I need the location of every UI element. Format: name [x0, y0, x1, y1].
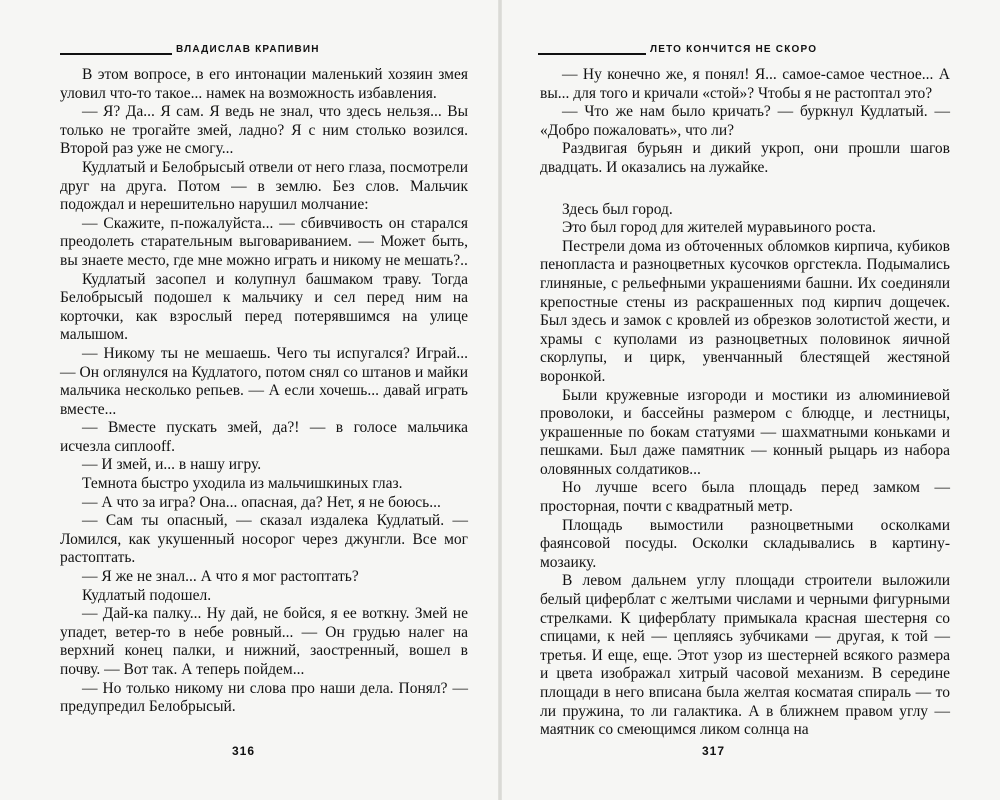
running-head-rule: [538, 53, 646, 55]
paragraph: Кудлатый подошел.: [82, 586, 212, 604]
book-title: ЛЕТО КОНЧИТСЯ НЕ СКОРО: [650, 44, 818, 55]
paragraph: В левом дальнем углу площади строители выложили белый циферблат с желтыми числами и черными фигурными стрелками. К циферблату примыкала красная шестерня со спицами, к ней — цепляясь зубчиками — другая, к той — третья. И еще, еще. Этот узор из шестерней всякого размера и цвета изображал хитрый часовой механизм. В середине площади в него вписана была желтая косматая спираль — то ли пружина, то ли галактика. А в ближнем правом углу — маятник со смеющимся ликом солнца на: [540, 572, 950, 739]
paragraph: Кудлатый и Белобрысый отвели от него глаза, посмотрели друг на друга. Потом — в землю. Без слов. Мальчик подождал и нерешительно нарушил молчание:: [60, 158, 468, 214]
paragraph: Темнота быстро уходила из мальчишкиных глаз.: [82, 475, 403, 493]
paragraph: — Но только никому ни слова про наши дела. Понял? — предупредил Белобрысый.: [60, 679, 468, 716]
paragraph: — Ну конечно же, я понял! Я... самое-самое честное... А вы... для того и кричали «стой»? Чтобы я не растоптал это?: [540, 66, 950, 102]
page-number: 316: [232, 744, 256, 758]
left-running-head: [60, 44, 468, 56]
paragraph: — А что за игра? Она... опасная, да? Нет, я не боюсь...: [82, 493, 441, 511]
paragraph: — Сам ты опасный, — сказал издалека Кудлатый. — Ломился, как укушенный носорог через джунгли. Все мог растоптать.: [60, 512, 468, 567]
paragraph: Это был город для жителей муравьиного роста.: [562, 219, 876, 237]
right-page: [502, 0, 1000, 800]
paragraph: — Никому ты не мешаешь. Чего ты испугался? Играй... — Он оглянулся на Кудлатого, потом снял со штанов и майки мальчика несколько репьев. — А если хочешь... давай играть вместе...: [60, 344, 468, 418]
paragraph: — Я? Да... Я сам. Я ведь не знал, что здесь нельзя... Вы только не трогайте змей, ладно? Я с ним столько возился. Второй раз уже не смогу...: [60, 103, 468, 158]
paragraph: — Вместе пускать змей, да?! — в голосе мальчика исчезла сиплоoff.: [60, 419, 468, 455]
paragraph: В этом вопросе, в его интонации маленький хозяин змея уловил что-то такое... намек на возможность избавления.: [60, 66, 468, 102]
author-name: ВЛАДИСЛАВ КРАПИВИН: [176, 44, 320, 55]
running-head-rule: [60, 53, 172, 55]
paragraph: Были кружевные изгороди и мостики из алюминиевой проволоки, и бассейны размером с блюдце, и лестницы, украшенные по бокам статуями — шахматными коньками и пешками. Был даже памятник — конный рыцарь из набора оловянных солдатиков...: [540, 386, 950, 478]
page-number: 317: [702, 744, 726, 758]
paragraph: Пестрели дома из обточенных обломков кирпича, кубиков пенопласта и разноцветных кусочков оргстекла. Подымались глиняные, с рельефными украшениями башни. Их соединяли крепостные стены из раскрашенных под кирпич дощечек. Был здесь и замок с кровлей из обрезков золотистой жести, и храмы с куполами из разноцветных половинок яичной скорлупы, и цирк, увенчанный блестящей жестяной воронкой.: [540, 237, 950, 385]
paragraph: — Я же не знал... А что я мог растоптать?: [82, 568, 359, 586]
left-page-text: [60, 66, 468, 717]
right-running-head: [538, 44, 950, 56]
paragraph: Здесь был город.: [562, 200, 673, 218]
paragraph: — И змей, и... в нашу игру.: [82, 456, 262, 474]
paragraph: — Скажите, п-пожалуйста... — сбивчивость он старался преодолеть старательным выговариванием. — Может быть, вы знаете место, где мне можно играть и никому не мешать?..: [60, 214, 468, 269]
paragraph: Но лучше всего была площадь перед замком — просторная, почти с квадратный метр.: [540, 479, 950, 516]
paragraph: Площадь вымостили разноцветными осколками фаянсовой посуды. Осколки складывались в картину-мозаику.: [540, 516, 950, 571]
paragraph: — Дай-ка палку... Ну дай, не бойся, я ее воткну. Змей не упадет, ветер-то в небе ровный... — Он грудью налег на верхний конец палки, и нижний, заостренный, вошел в почву. — Вот так. А теперь пойдем...: [60, 605, 468, 678]
paragraph: — Что же нам было кричать? — буркнул Кудлатый. — «Добро пожаловать», что ли?: [540, 103, 950, 139]
right-page-text: [540, 66, 950, 740]
left-page: [0, 0, 498, 800]
paragraph: Кудлатый засопел и колупнул башмаком траву. Тогда Белобрысый подошел к мальчику и сел перед ним на корточки, как взрослый перед потерявшимся на улице малышом.: [60, 270, 468, 344]
paragraph: Раздвигая бурьян и дикий укроп, они прошли шагов двадцать. И оказались на лужайке.: [540, 140, 950, 176]
